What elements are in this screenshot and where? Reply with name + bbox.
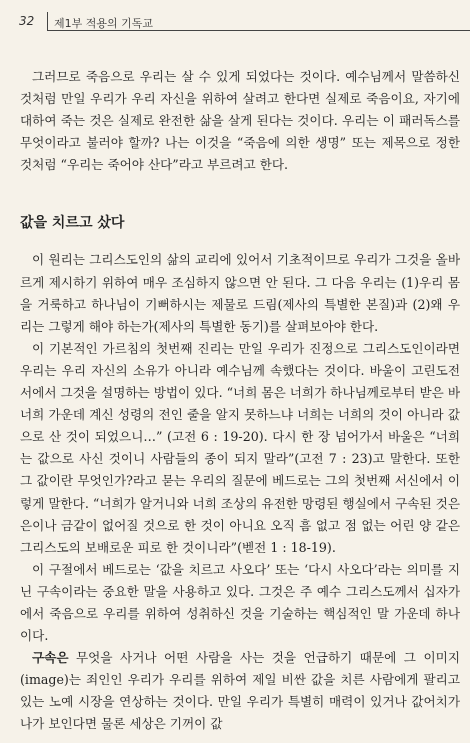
paragraph: 이 기본적인 가르침의 첫번째 진리는 만일 우리가 진정으로 그리스도인이라면 우리는 우리 자신의 소유가 아니라 예수님께 속했다는 것이다. 바울이 고린도전서에서 그것을 설명하는 방법이 있다. “너희 몸은 너희가 하나님께로부터 받은 바 너희 가운데 계신 성령의 전인 줄을 알지 못하느냐 너희는 너희의 것이 아니라 값으로 산 것이 되었으니…” (고전 6 : 19-20). 다시 한 장 넘어가서 바울은 “너희는 값으로 사신 것이니 사람들의 종이 되지 말라”(고전 7 : 23)고 말한다. 또한 그 값이란 무엇인가?라고 묻는 우리의 질문에 베드로는 그의 첫번째 서신에서 이렇게 말한다. “너희가 알거니와 너희 조상의 유전한 망령된 행실에서 구속된 것은 은이나 금같이 없어질 것으로 한 것이 아니요 오직 흠 없고 점 없는 어린 양 같은 그리스도의 보배로운 피로 한 것이니라”(벧전 1 : 18-19).	[20, 340, 460, 555]
header-rule	[47, 30, 470, 31]
paragraph: 이 구절에서 베드로는 ‘값을 치르고 사오다’ 또는 ‘다시 사오다’라는 의미를 지닌 구속이라는 중요한 말을 사용하고 있다. 그것은 주 예수 그리스도께서 십자가에서 죽음으로 우리를 위하여 성취하신 것을 기술하는 핵심적인 말 가운데 하나이다.	[20, 561, 460, 644]
paragraph-text: 무엇을 사거나 어떤 사람을 사는 것을 언급하기 때문에 그 이미지(image)는 죄인인 우리가 우리를 위하여 제일 비싼 값을 치른 사람에게 팔리고 있는 노예 시장을 연상하는 것이다. 만일 우리가 특별히 매력이 있거나 값어치가 나가 보인다면 물론 세상은 기꺼이 값	[20, 650, 460, 732]
header-divider	[47, 12, 48, 30]
page-header	[0, 8, 470, 36]
paragraph: 이 원리는 그리스도인의 삶의 교리에 있어서 기초적이므로 우리가 그것을 올바르게 제시하기 위하여 매우 조심하지 않으면 안 된다. 그 다음 우리는 (1)우리 몸을 거룩하고 하나님이 기뻐하시는 제물로 드림(제사의 특별한 본질)과 (2)왜 우리는 그렇게 해야 하는가(제사의 특별한 동기)를 살펴보아야 한다.	[20, 252, 460, 334]
paragraph: 그러므로 죽음으로 우리는 살 수 있게 되었다는 것이다. 예수님께서 말씀하신 것처럼 만일 우리가 우리 자신을 위하여 살려고 한다면 실제로 죽음이요, 자기에 대하여 죽는 것은 실제로 완전한 삶을 살게 된다는 것이다. 우리는 이 패러독스를 무엇이라고 불러야 할까? 나는 이것을 “죽음에 의한 생명” 또는 제목으로 정한 것처럼 “우리는 죽어야 산다”라고 부르려고 한다.	[20, 69, 460, 173]
running-title: 제1부 적용의 기독교	[54, 17, 153, 30]
paragraph	[20, 647, 460, 735]
page-number: 32	[19, 14, 35, 28]
term-redemption: 구속은	[32, 650, 69, 666]
page-body	[20, 66, 460, 736]
section-heading: 값을 치르고 샀다	[20, 215, 125, 232]
